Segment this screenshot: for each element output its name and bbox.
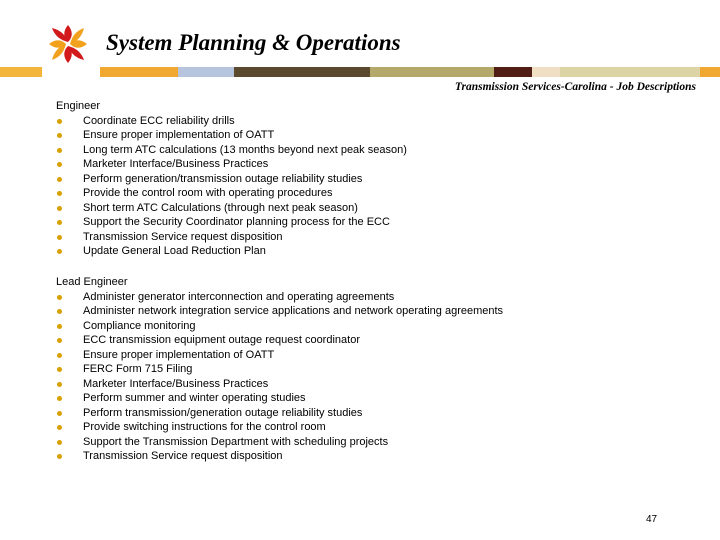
bullet-dot-icon: [57, 309, 62, 314]
bullet-dot-icon: [57, 177, 62, 182]
bullet-dot-icon: [57, 206, 62, 211]
color-bar-segment: [370, 67, 494, 77]
list-item: [56, 406, 503, 421]
section-heading: Engineer: [56, 100, 101, 112]
bullet-dot-icon: [57, 440, 62, 445]
list-item: [56, 377, 503, 392]
section-heading: Lead Engineer: [56, 276, 128, 288]
color-bar-segment: [560, 67, 700, 77]
list-item-text: ECC transmission equipment outage request coordinator: [83, 334, 360, 346]
list-item: [56, 319, 503, 334]
bullet-dot-icon: [57, 425, 62, 430]
list-item: [56, 391, 503, 406]
four-swoosh-star-logo-icon: [46, 22, 90, 66]
color-bar-segment: [100, 67, 178, 77]
section-engineer: [56, 99, 407, 259]
list-item: [56, 362, 503, 377]
list-item-text: Coordinate ECC reliability drills: [83, 114, 235, 127]
bullet-dot-icon: [57, 324, 62, 329]
bullet-list: [56, 290, 503, 464]
list-item: [56, 449, 503, 464]
list-item-text: Provide switching instructions for the control room: [83, 421, 326, 433]
bullet-dot-icon: [57, 295, 62, 300]
list-item-text: Administer network integration service applications and network operating agreements: [83, 305, 504, 317]
list-item-text: Support the Transmission Department with scheduling projects: [83, 435, 389, 448]
list-item: [56, 290, 503, 305]
list-item-text: Marketer Interface/Business Practices: [83, 158, 269, 170]
bullet-dot-icon: [57, 119, 62, 124]
list-item-text: Administer generator interconnection and operating agreements: [83, 290, 395, 303]
list-item: [56, 244, 407, 259]
decorative-color-bar: [0, 67, 720, 77]
list-item: [56, 157, 407, 172]
bullet-dot-icon: [57, 191, 62, 196]
bullet-dot-icon: [57, 133, 62, 138]
list-item-text: Short term ATC Calculations (through next peak season): [83, 201, 358, 214]
list-item-text: Ensure proper implementation of OATT: [83, 348, 275, 361]
color-bar-segment: [234, 67, 370, 77]
bullet-list: [56, 114, 407, 259]
list-item-text: Transmission Service request disposition: [83, 230, 283, 243]
page-subtitle: Transmission Services-Carolina - Job Descriptions: [454, 81, 696, 93]
bullet-dot-icon: [57, 148, 62, 153]
list-item-text: Ensure proper implementation of OATT: [83, 129, 275, 141]
section-lead-engineer: [56, 275, 503, 464]
color-bar-segment: [178, 67, 234, 77]
list-item-text: Perform transmission/generation outage reliability studies: [83, 406, 363, 419]
list-item-text: Perform generation/transmission outage reliability studies: [83, 172, 363, 185]
list-item: [56, 348, 503, 363]
bullet-dot-icon: [57, 338, 62, 343]
color-bar-segment: [532, 67, 560, 77]
list-item: [56, 172, 407, 187]
list-item: [56, 114, 407, 129]
color-bar-segment: [0, 67, 42, 77]
page-number: 47: [646, 514, 658, 525]
list-item: [56, 304, 503, 319]
bullet-dot-icon: [57, 162, 62, 167]
list-item-text: FERC Form 715 Filing: [83, 363, 193, 375]
list-item-text: Provide the control room with operating procedures: [83, 187, 333, 199]
bullet-dot-icon: [57, 220, 62, 225]
list-item: [56, 420, 503, 435]
bullet-dot-icon: [57, 454, 62, 459]
color-bar-segment: [494, 67, 532, 77]
list-item: [56, 201, 407, 216]
list-item-text: Perform summer and winter operating studies: [83, 392, 306, 404]
list-item: [56, 186, 407, 201]
list-item-text: Long term ATC calculations (13 months beyond next peak season): [83, 143, 407, 156]
list-item: [56, 215, 407, 230]
color-bar-segment: [42, 67, 100, 77]
bullet-dot-icon: [57, 353, 62, 358]
list-item: [56, 333, 503, 348]
list-item: [56, 128, 407, 143]
bullet-dot-icon: [57, 382, 62, 387]
bullet-dot-icon: [57, 396, 62, 401]
list-item: [56, 230, 407, 245]
bullet-dot-icon: [57, 411, 62, 416]
page-title: System Planning & Operations: [106, 30, 401, 55]
list-item: [56, 435, 503, 450]
bullet-dot-icon: [57, 235, 62, 240]
list-item-text: Support the Security Coordinator planning process for the ECC: [83, 216, 390, 228]
color-bar-segment: [700, 67, 720, 77]
bullet-dot-icon: [57, 367, 62, 372]
list-item-text: Transmission Service request disposition: [83, 450, 283, 462]
list-item-text: Update General Load Reduction Plan: [83, 245, 266, 257]
list-item: [56, 143, 407, 158]
list-item-text: Marketer Interface/Business Practices: [83, 377, 269, 390]
bullet-dot-icon: [57, 249, 62, 254]
list-item-text: Compliance monitoring: [83, 319, 196, 332]
